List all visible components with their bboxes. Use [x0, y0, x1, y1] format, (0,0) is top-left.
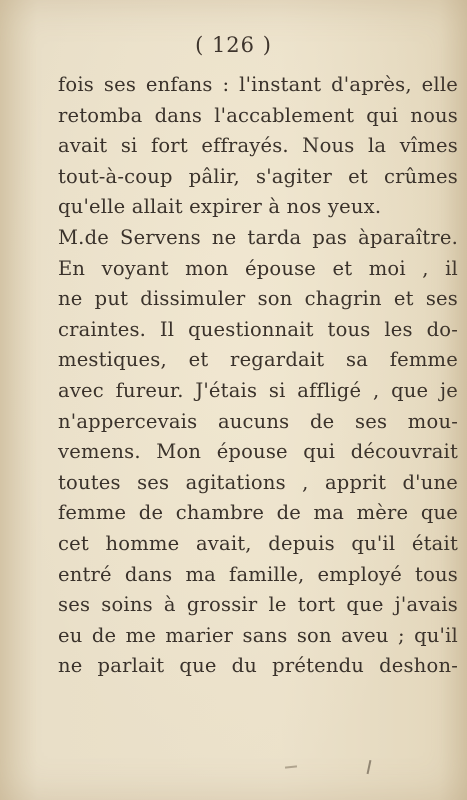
text-line: En voyant mon épouse et moi , il — [58, 256, 458, 280]
text-line: craintes. Il questionnait tous les do- — [58, 317, 458, 341]
text-line: fois ses enfans : l'instant d'après, elle — [58, 73, 458, 96]
page-number: ( 126 ) — [195, 33, 272, 57]
text-line: ses soins à grossir le tort que j'avais — [58, 593, 458, 617]
text-line: tout-à-coup pâlir, s'agiter et crûmes — [58, 164, 458, 188]
text-line: eu de me marier sans son aveu ; qu'il — [58, 623, 458, 647]
ink-speck — [285, 765, 297, 768]
text-line: entré dans ma famille, employé tous — [58, 562, 458, 586]
ink-speck — [367, 760, 371, 774]
text-line: ne parlait que du prétendu deshon- — [58, 654, 458, 678]
text-line: qu'elle allait expirer à nos yeux. — [58, 195, 382, 219]
text-line: retomba dans l'accablement qui nous — [58, 103, 458, 127]
text-line: vemens. Mon épouse qui découvrait — [58, 440, 458, 464]
text-line: avec fureur. J'étais si affligé , que je — [58, 378, 458, 402]
text-line: ne put dissimuler son chagrin et ses — [58, 287, 458, 311]
text-line: cet homme avait, depuis qu'il était — [58, 531, 458, 555]
text-line: femme de chambre de ma mère que — [58, 501, 458, 525]
text-line: toutes ses agitations , apprit d'une — [58, 470, 458, 494]
body-text — [58, 70, 458, 682]
page-blemishes — [0, 762, 467, 782]
text-line: n'appercevais aucuns de ses mou- — [58, 409, 458, 433]
text-line: avait si fort effrayés. Nous la vîmes — [58, 134, 458, 158]
text-line: mestiques, et regardait sa femme — [58, 348, 458, 372]
text-line: M.de Servens ne tarda pas àparaître. — [58, 225, 458, 249]
